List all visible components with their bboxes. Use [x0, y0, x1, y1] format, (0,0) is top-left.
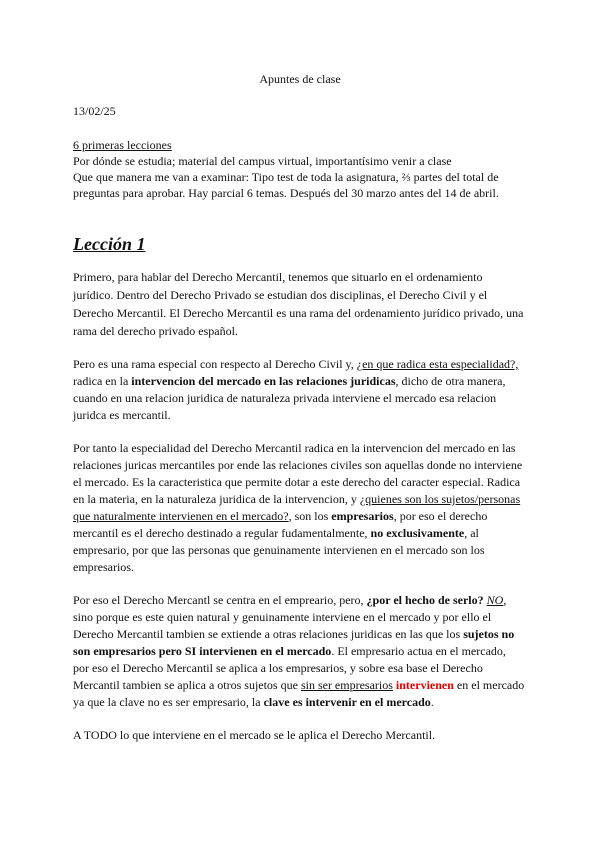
intro-line: preguntas para aprobar. Hay parcial 6 temas. Después del 30 marzo antes del 14 de abril. [73, 186, 499, 200]
paragraph-1-line: jurídico. Dentro del Derecho Privado se estudian dos disciplinas, el Derecho Civil y el [73, 288, 488, 302]
text-span: Mercantil tambien se aplica a otros sujetos que [73, 678, 301, 692]
paragraph-3-line: Por tanto la especialidad del Derecho Mercantil radica en la intervencion del mercado en las [73, 441, 516, 455]
paragraph-3-line: relaciones juricas mercantiles por ende las relaciones civiles son aquellas donde no interviene [73, 458, 523, 472]
paragraph-1-line: Primero, para hablar del Derecho Mercantil, tenemos que situarlo en el ordenamiento [73, 270, 483, 284]
paragraph-1-line: rama del derecho privado español. [73, 324, 238, 338]
paragraph-4-line: por eso el Derecho Mercantil se aplica a los empresarios, y sobre esa base el Derecho [73, 661, 483, 675]
paragraph-3-line: el mercado. Es la caracteristica que permite dotar a este derecho del caracter especial. Radica [73, 475, 521, 489]
bold-question: ¿por el hecho de serlo? [366, 593, 484, 607]
lesson-heading: Lección 1 [73, 234, 146, 254]
text-span: en el mercado [453, 678, 525, 692]
paragraph-5-line: A TODO lo que interviene en el mercado se le aplica el Derecho Mercantil. [73, 728, 436, 742]
text-span: , por eso el derecho [393, 509, 488, 523]
paragraph-4-line: sino porque es este quien natural y genuinamente interviene en el mercado y por ello el [73, 610, 492, 624]
paragraph-2-line: juridca es mercantil. [73, 408, 171, 422]
bold-text: sujetos no [463, 627, 515, 641]
paragraph-4-line [73, 643, 506, 659]
no-emphasis: NO [486, 593, 504, 607]
paragraph-2-line [73, 356, 518, 372]
text-span: . [430, 695, 434, 709]
paragraph-4-line [73, 592, 506, 608]
intro-line: Por dónde se estudia; material del campus virtual, importantísimo venir a clase [73, 154, 452, 168]
question-underlined: ¿en que radica esta especialidad?, [356, 357, 519, 371]
bold-text: no exclusivamente [370, 526, 465, 540]
paragraph-4-line [73, 694, 434, 710]
text-span: , dicho de otra manera, [395, 374, 506, 388]
text-span: radica en la [73, 374, 132, 388]
paragraph-1-line: Derecho Mercantil. El Derecho Mercantil es una rama del ordenamiento jurídico privado, una [73, 306, 524, 320]
paragraph-3-line [73, 525, 479, 541]
text-span: ya que la clave no es ser empresario, la [73, 695, 264, 709]
text-span: , son los [288, 509, 332, 523]
intro-subheading: 6 primeras lecciones [73, 138, 172, 152]
text-span: , [503, 593, 507, 607]
intro-line: Que que manera me van a examinar: Tipo test de toda la asignatura, ⅔ partes del total de [73, 170, 499, 184]
paragraph-4-line [73, 626, 514, 642]
paragraph-3-line: empresario, por que las personas que genuinamente intervienen en el mercado son los [73, 543, 485, 557]
text-span: Por eso el Derecho Mercantl se centra en el empreario, pero, [73, 593, 367, 607]
paragraph-2-line [73, 373, 505, 389]
bold-text: empresarios [331, 509, 394, 523]
document-title: Apuntes de clase [259, 72, 341, 86]
question-underlined: que naturalmente intervienen en el mercado? [73, 509, 289, 523]
underlined-text: sin ser empresarios [300, 678, 393, 692]
paragraph-2-line: cuando en una relacion juridica de naturaleza privada interviene el mercado esa relacion [73, 391, 497, 405]
text-span: Pero es una rama especial con respecto al Derecho Civil y, [73, 357, 357, 371]
date-line: 13/02/25 [73, 104, 116, 118]
paragraph-3-line [73, 508, 487, 524]
paragraph-3-line: empresarios. [73, 560, 134, 574]
paragraph-3-line [73, 491, 520, 507]
bold-text: clave es intervenir en el mercado [263, 695, 431, 709]
text-span: Derecho Mercantil tambien se extiende a otras relaciones juridicas en las que los [73, 627, 464, 641]
bold-text: intervencion del mercado en las relaciones juridicas [131, 374, 396, 388]
text-span: mercantil es el derecho destinado a regular fudamentalmente, [73, 526, 371, 540]
text-span: en la materia, en la naturaleza juridica de la intervencion, y [73, 492, 360, 506]
text-span: , al [464, 526, 479, 540]
red-bold-text: intervienen [395, 678, 454, 692]
paragraph-4-line [73, 677, 524, 693]
question-underlined: ¿quienes son los sujetos/personas [359, 492, 521, 506]
text-span: . El empresario actua en el mercado, [331, 644, 506, 658]
bold-text: son empresarios pero SI intervienen en el mercado [73, 644, 332, 658]
